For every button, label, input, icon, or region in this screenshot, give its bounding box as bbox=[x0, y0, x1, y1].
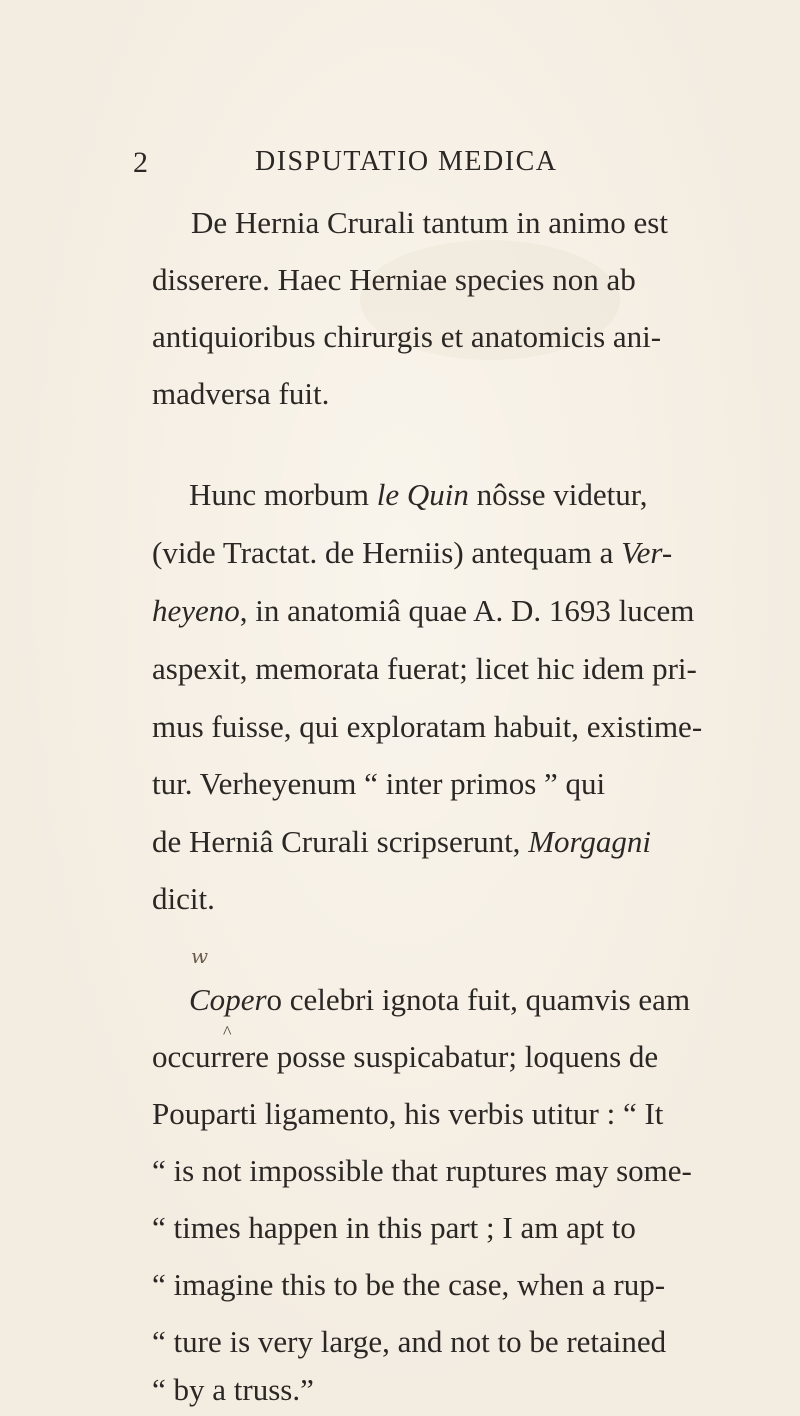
text-line: heyeno, in anatomiâ quae A. D. 1693 lucem bbox=[152, 593, 695, 628]
text-line: occurrere posse suspicabatur; loquens de bbox=[152, 1039, 659, 1074]
author-name-verheyen-cont: heyeno bbox=[152, 593, 240, 628]
text-line: dicit. bbox=[152, 881, 215, 916]
text-line: disserere. Haec Herniae species non ab bbox=[152, 262, 636, 297]
text-line: mus fuisse, qui exploratam habuit, existime- bbox=[152, 709, 703, 744]
text-line: “ ture is very large, and not to be retained bbox=[152, 1324, 667, 1359]
page-number: 2 bbox=[133, 146, 148, 179]
text-line: Pouparti ligamento, his verbis utitur : “ It bbox=[152, 1096, 664, 1131]
text-line: madversa fuit. bbox=[152, 376, 330, 411]
text-line: (vide Tractat. de Herniis) antequam a Ver- bbox=[152, 535, 673, 570]
text-line: “ imagine this to be the case, when a rup- bbox=[152, 1267, 666, 1302]
author-name-verheyen: Ver- bbox=[621, 535, 673, 570]
text-line: Copero celebri ignota fuit, quamvis eam bbox=[189, 982, 691, 1017]
text-line: Hunc morbum le Quin nôsse videtur, bbox=[189, 477, 648, 512]
text-line: tur. Verheyenum “ inter primos ” qui bbox=[152, 766, 606, 801]
text-line: De Hernia Crurali tantum in animo est bbox=[191, 205, 668, 240]
header-title: DISPUTATIO MEDICA bbox=[255, 146, 558, 177]
text-line: “ times happen in this part ; I am apt to bbox=[152, 1210, 636, 1245]
text-line: “ is not impossible that ruptures may some- bbox=[152, 1153, 692, 1188]
insertion-caret: ^ bbox=[223, 1022, 232, 1042]
text-line: antiquioribus chirurgis et anatomicis ani- bbox=[152, 319, 662, 354]
text-line: aspexit, memorata fuerat; licet hic idem pri- bbox=[152, 651, 697, 686]
running-head bbox=[0, 146, 800, 186]
author-name-morgagni: Morgagni bbox=[528, 824, 652, 859]
author-name-cowper: per bbox=[225, 982, 267, 1017]
author-name-le-quin: le Quin bbox=[376, 477, 469, 512]
text-line: de Herniâ Crurali scripserunt, Morgagni bbox=[152, 824, 652, 859]
text-line: “ by a truss.” bbox=[152, 1372, 314, 1407]
handwritten-annotation: w bbox=[191, 944, 209, 968]
